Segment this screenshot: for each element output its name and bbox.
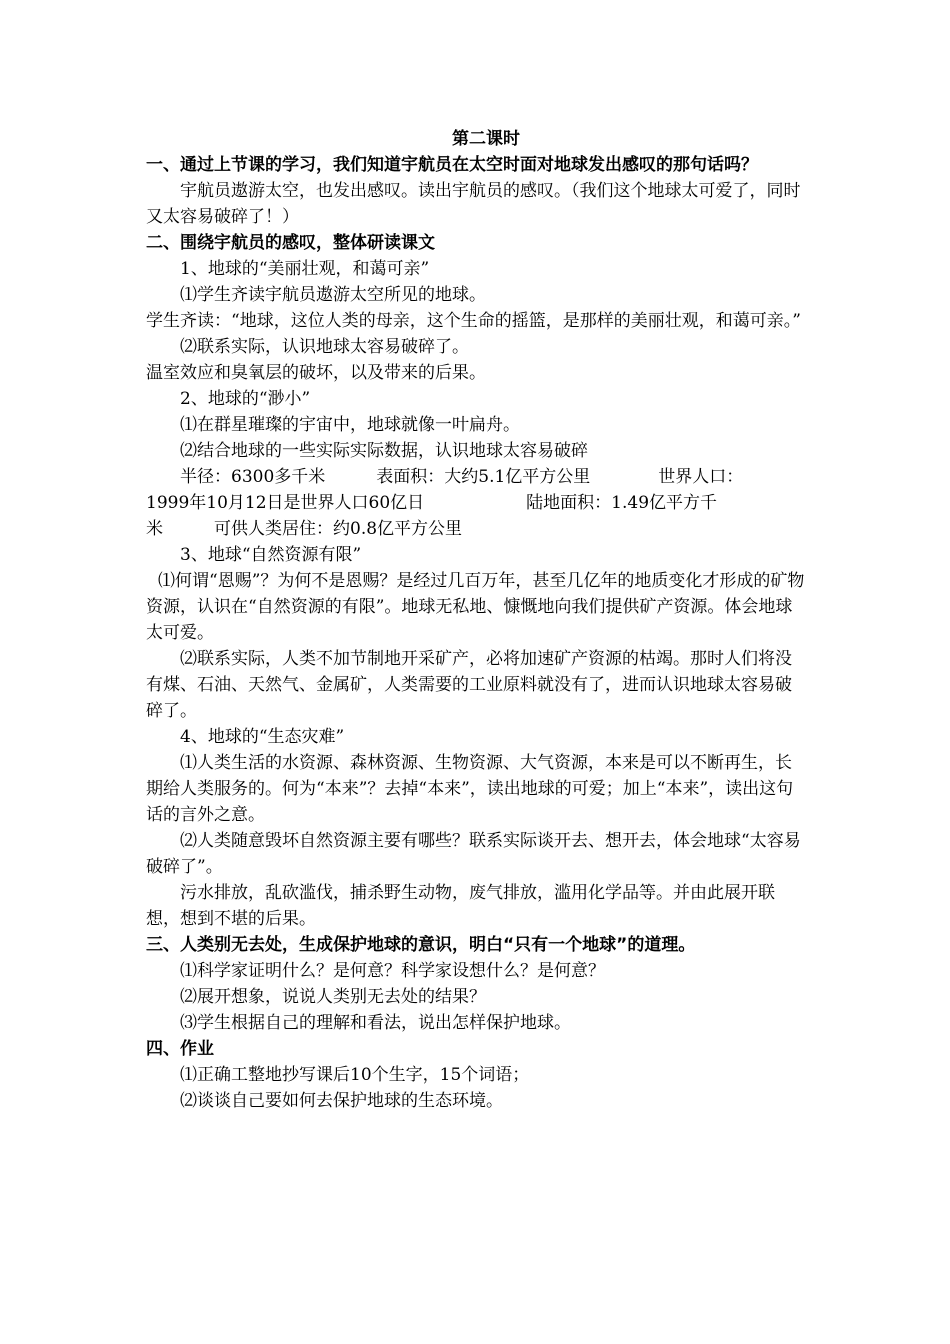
earth-data-line-1: 半径：6300多千米 表面积：大约5.1亿平方公里 世界人口： [180, 467, 744, 487]
subsection-2-4-item-c: 污水排放，乱砍滥伐，捕杀野生动物，废气排放，滥用化学品等。并由此展开联想，想到不堪的后果。 [146, 883, 775, 929]
subsection-2-3-item-a: ⑴何谓“恩赐”？为何不是恩赐？是经过几百万年，甚至几亿年的地质变化才形成的矿物资源，认识在“自然资源的有限”。地球无私地、慷慨地向我们提供矿产资源。体会地球太可爱。 [146, 571, 805, 643]
subsection-2-2-item-b: ⑵结合地球的一些实际实际数据，认识地球太容易破碎 [180, 441, 588, 461]
section-3-item-c: ⑶学生根据自己的理解和看法，说出怎样保护地球。 [180, 1013, 571, 1033]
homework-item-b: ⑵谈谈自己要如何去保护地球的生态环境。 [180, 1091, 503, 1111]
subsection-2-4-item-a: ⑴人类生活的水资源、森林资源、生物资源、大气资源，本来是可以不断再生，长期给人类服务的。何为“本来”？去掉“本来”，读出地球的可爱；加上“本来”，读出这句话的言外之意。 [146, 753, 794, 825]
section-2-heading: 二、围绕宇航员的感叹，整体研读课文 [146, 233, 435, 253]
section-3-item-a: ⑴科学家证明什么？是何意？科学家设想什么？是何意？ [180, 961, 605, 981]
subsection-2-4-heading: 4、地球的“生态灾难” [180, 727, 345, 747]
subsection-2-1-item-a: ⑴学生齐读宇航员遨游太空所见的地球。 [180, 285, 486, 305]
subsection-2-1-item-b: ⑵联系实际，认识地球太容易破碎了。 [180, 337, 469, 357]
section-1-heading: 一、通过上节课的学习，我们知道宇航员在太空时面对地球发出感叹的那句话吗？ [146, 155, 758, 175]
document-page [146, 126, 806, 1114]
earth-data-line-2: 1999年10月12日是世界人口60亿日 陆地面积：1.49亿平方千 [146, 493, 718, 513]
subsection-2-1-heading: 1、地球的“美丽壮观，和蔼可亲” [180, 259, 430, 279]
section-1-paragraph: 宇航员遨游太空，也发出感叹。读出宇航员的感叹。（我们这个地球太可爱了，同时又太容易破碎了！） [146, 181, 801, 227]
subsection-2-3-item-b: ⑵联系实际，人类不加节制地开采矿产，必将加速矿产资源的枯竭。那时人们将没有煤、石油、天然气、金属矿，人类需要的工业原料就没有了，进而认识地球太容易破碎了。 [146, 649, 792, 721]
subsection-2-4-item-b: ⑵人类随意毁坏自然资源主要有哪些？联系实际谈开去、想开去，体会地球“太容易破碎了”。 [146, 831, 801, 877]
subsection-2-2-heading: 2、地球的“渺小” [180, 389, 311, 409]
section-4-heading: 四、作业 [146, 1039, 214, 1059]
section-3-item-b: ⑵展开想象，说说人类别无去处的结果？ [180, 987, 486, 1007]
homework-item-a: ⑴正确工整地抄写课后10个生字，15个词语； [180, 1065, 530, 1085]
subsection-2-1-item-a-text: 学生齐读：“地球，这位人类的母亲，这个生命的摇篮，是那样的美丽壮观，和蔼可亲。” [146, 311, 801, 331]
page-title: 第二课时 [452, 129, 520, 149]
section-3-heading: 三、人类别无去处，生成保护地球的意识，明白“只有一个地球”的道理。 [146, 935, 696, 955]
earth-data-line-3: 米 可供人类居住：约0.8亿平方公里 [146, 519, 463, 539]
subsection-2-2-item-a: ⑴在群星璀璨的宇宙中，地球就像一叶扁舟。 [180, 415, 520, 435]
subsection-2-1-item-b-text: 温室效应和臭氧层的破坏，以及带来的后果。 [146, 363, 486, 383]
subsection-2-3-heading: 3、地球“自然资源有限” [180, 545, 362, 565]
